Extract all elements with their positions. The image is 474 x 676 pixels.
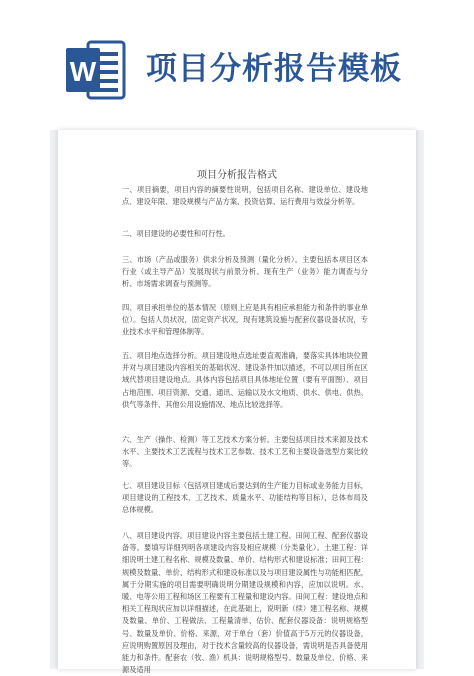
paragraph-technology (122, 434, 368, 471)
header-banner (0, 0, 474, 120)
document-page (58, 130, 416, 675)
paragraph-text: 七、项目建设目标（包括项目建成后要达到的生产能力目标或业务能力目标，项目建设的工程技术、工艺技术、质量水平、功能结构等目标），总体布局及总体规模。 (122, 481, 368, 515)
paragraph-content (122, 530, 368, 676)
paragraph-market (122, 254, 368, 291)
document-title: 项目分析报告格式 (197, 170, 277, 181)
paragraph-necessity (122, 228, 368, 240)
word-logo-icon (66, 38, 126, 102)
paragraph-text: 一、项目摘要，项目内容的摘要性说明，包括项目名称、建设单位、建设地点、建设年限、建设规模与产品方案、投资估算、运行费用与效益分析等。 (122, 185, 368, 207)
paragraph-text: 二、项目建设的必要性和可行性。 (122, 229, 230, 238)
paragraph-text: 三、市场（产品或服务）供求分析及预测（量化分析）。主要包括本项目区本行业（或主导产品）发展现状与前景分析、现有生产（业务）能力调查与分析、市场需求调查与预测等。 (122, 255, 368, 289)
svg-text:W: W (69, 56, 97, 87)
paragraph-text: 六、生产（操作、检测）等工艺技术方案分析。主要包括项目技术来源及技术水平、主要技术工艺流程与技术工艺参数、技术工艺和主要设备选型方案比较等。 (122, 435, 368, 469)
paragraph-unit (122, 302, 368, 339)
banner-title: 项目分析报告模板 (146, 51, 402, 87)
paragraph-text: 四、项目承担单位的基本情况（原则上应是具有相应承担能力和条件的事业单位）。包括人员状况，固定资产状况，现有建筑设施与配套仪器设备状况，专业技术水平和管理体制等。 (122, 303, 368, 337)
paragraph-text: 八、项目建设内容。项目建设内容主要包括土建工程、田间工程、配套仪器设备等。要填写详细列明各项建设内容及相应规模（分类量化）。土建工程：详细说明土建工程名称、规模及数量、单价、结构形式和建设标准；田间工程：规模及数量、单价、结构形式和建设标准以及与项目建设属性与功能相匹配，属于分期实施的项目需要明确说明分期建设规模和内容，应加以说明。水、暖、电等公用工程和场区工程要有工程量和建设内容。田间工程：建设地点和相关工程现状应加以详细描述，在此基础上，说明新（续）建工程名称、规模及数量、单价、工程做法、工程量清单、估价、配套仪器设备：说明规格型号、数量及单价、价格、来源，对于单台（套）价值高于5万元的仪器设备，应说明购置原因及理由，对于技术含量较高的仪器设备，需说明是否具备使用能力和条件。配套农（牧、渔）机具：说明规格型号、数量及单位、价格、来源及适用 (122, 531, 368, 675)
paragraph-summary (122, 184, 368, 208)
paragraph-goals (122, 480, 368, 517)
paragraph-text: 五、项目地点选择分析。项目建设地点选址要直观准确，要落实具体地块位置并对与项目建设内容相关的基础状况、建设条件加以描述，不可以项目所在区域代替项目建设地点。具体内容包括项目具体地址位置（要有平面图）、项目占地范围、项目资源、交通、通讯、运输以及水文地质、供水、供电、供热、供气等条件、其他公用设施情况、地点比较选择等。 (122, 351, 368, 409)
paragraph-location (122, 350, 368, 411)
